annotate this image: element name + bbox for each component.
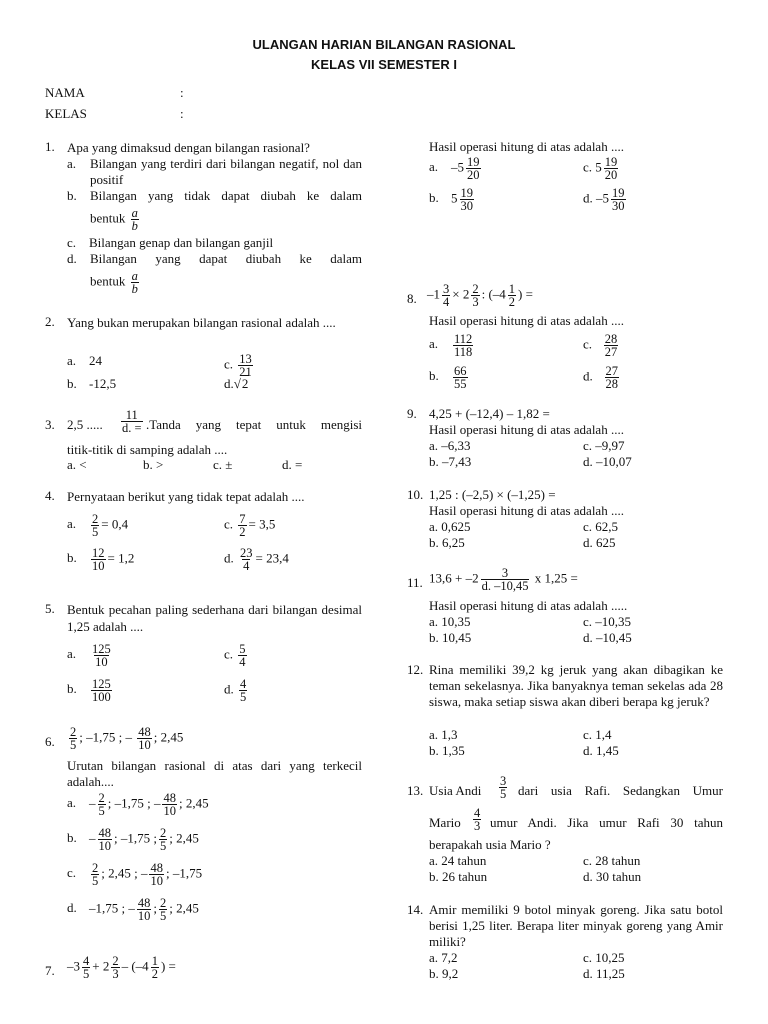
question-text: Hasil operasi hitung di atas adalah .... xyxy=(429,313,624,328)
question-6 xyxy=(45,724,365,934)
question-text-5: berapakah usia Mario ? xyxy=(429,837,551,852)
option-c: c. $\frac{2}{5}$ ; 2,45 ; – $\frac{48}{10}$ ; –1,75 xyxy=(67,861,203,888)
option-b: b. -12,5 xyxy=(67,376,117,391)
option-text: Bilangan yang dapat diubah ke dalam xyxy=(90,251,362,266)
option-d xyxy=(67,251,362,267)
question-stem: 2,5 ..... xyxy=(67,417,103,432)
question-12 xyxy=(407,662,727,762)
question-4 xyxy=(45,488,365,578)
option-b: b. – $\frac{48}{10}$ ; –1,75 ; $\frac{2}{5}$ ; 2,45 xyxy=(67,826,199,853)
option-b: b. 1,35 xyxy=(429,743,465,758)
question-number: 14. xyxy=(407,902,424,917)
question-8 xyxy=(407,282,727,392)
fraction: $\frac{a}{b}$ xyxy=(131,269,138,296)
option-d: d. $\frac{4}{5}$ xyxy=(224,677,247,704)
option-b: b. > xyxy=(143,457,164,472)
question-13 xyxy=(407,774,727,886)
option-b: b. 10,45 xyxy=(429,630,472,645)
option-d: d.√2 xyxy=(224,376,249,391)
question-expression: $\frac{2}{5}$ ; –1,75 ; – $\frac{48}{10}$ ; 2,45 xyxy=(70,725,184,752)
question-number: 3. xyxy=(45,417,55,432)
option-a: a. 10,35 xyxy=(429,614,471,629)
question-number: 1. xyxy=(45,139,55,154)
question-9 xyxy=(407,406,727,471)
question-10 xyxy=(407,487,727,552)
fraction: $\frac{a}{b}$ xyxy=(131,206,138,233)
option-d: d. = xyxy=(282,457,303,472)
question-text: Apa yang dimaksud dengan bilangan rasional? xyxy=(67,140,310,155)
name-colon: : xyxy=(180,85,184,100)
option-a: a. $\frac{125}{10}$ xyxy=(67,642,111,669)
option-letter: b. xyxy=(67,188,77,203)
option-d: d. $\frac{23}{4}$ = 23,4 xyxy=(224,546,289,573)
option-c: c. Bilangan genap dan bilangan ganjil xyxy=(67,235,274,250)
question-text-2: titik-titik di samping adalah .... xyxy=(67,442,228,457)
option-b: b. –7,43 xyxy=(429,454,472,469)
question-number: 7. xyxy=(45,963,55,978)
option-b: b. $\frac{66}{55}$ xyxy=(429,364,467,391)
question-text: Hasil operasi hitung di atas adalah ..... xyxy=(429,598,628,613)
question-11 xyxy=(407,566,727,646)
option-a: a. $\frac{112}{118}$ xyxy=(429,332,473,359)
option-text: bentuk xyxy=(90,273,126,289)
question-expression: 4,25 + (–12,4) – 1,82 = xyxy=(429,406,550,421)
option-d: d. $\frac{27}{28}$ xyxy=(583,364,618,391)
question-3 xyxy=(45,408,365,473)
option-d: d. –10,07 xyxy=(583,454,632,469)
page-title: ULANGAN HARIAN BILANGAN RASIONAL xyxy=(252,37,516,52)
option-c: c. 28 tahun xyxy=(583,853,641,868)
question-expression: 13,6 + –2 $\frac{3}{d. -10,45}$ x 1,25 = xyxy=(429,566,578,593)
question-text-1: Usia Andi xyxy=(429,783,482,798)
option-b: b. $\frac{125}{100}$ xyxy=(67,677,111,704)
question-text: Yang bukan merupakan bilangan rasional adalah .... xyxy=(67,315,336,330)
option-a: a. 7,2 xyxy=(429,950,458,965)
question-expression: –3 $\frac{4}{5}$ + 2 $\frac{2}{3}$ – (–4 $\frac{1}{2}$ ) = xyxy=(67,954,176,981)
option-c: c. $\frac{5}{4}$ xyxy=(224,642,246,669)
question-number: 5. xyxy=(45,601,55,616)
option-d: d. –1,75 ; – $\frac{48}{10}$ ; $\frac{2}{5}$ ; 2,45 xyxy=(67,896,199,923)
question-7-answers xyxy=(407,139,727,219)
option-b: b. 9,2 xyxy=(429,966,459,981)
question-1 xyxy=(45,139,365,299)
question-expression: 1,25 : (–2,5) × (–1,25) = xyxy=(429,487,556,502)
option-b: b. 6,25 xyxy=(429,535,465,550)
option-c: c. ± xyxy=(213,457,233,472)
option-b: b. 26 tahun xyxy=(429,869,488,884)
option-b xyxy=(67,188,362,204)
question-text: .Tanda yang tepat untuk mengisi xyxy=(146,417,362,432)
question-number: 4. xyxy=(45,488,55,503)
option-c: c. –10,35 xyxy=(583,614,632,629)
question-number: 12. xyxy=(407,662,424,677)
option-letter: a. xyxy=(67,156,77,171)
question-7 xyxy=(45,954,365,990)
name-label: NAMA xyxy=(45,85,85,100)
option-d: d. 1,45 xyxy=(583,743,619,758)
option-a: a. 24 tahun xyxy=(429,853,487,868)
option-b: b. $\frac{12}{10}$ = 1,2 xyxy=(67,546,135,573)
option-c: c. 10,25 xyxy=(583,950,625,965)
question-number: 2. xyxy=(45,314,55,329)
question-14 xyxy=(407,902,727,984)
question-number: 8. xyxy=(407,291,417,306)
question-text: Bentuk pecahan paling sederhana dari bilangan desimal 1,25 adalah .... xyxy=(67,602,362,634)
option-d: d. –5 $\frac{19}{30}$ xyxy=(583,186,625,213)
option-a: a. –6,33 xyxy=(429,438,471,453)
option-c: c. $\frac{7}{2}$ = 3,5 xyxy=(224,512,276,539)
question-2 xyxy=(45,314,365,394)
class-label: KELAS xyxy=(45,106,87,121)
option-letter: d. xyxy=(67,251,77,266)
option-a: a. < xyxy=(67,457,87,472)
question-number: 11. xyxy=(407,575,423,590)
option-a: a. – $\frac{2}{5}$ ; –1,75 ; – $\frac{48}{10}$ ; 2,45 xyxy=(67,791,209,818)
square-root: √2 xyxy=(233,376,249,391)
question-number: 6. xyxy=(45,734,55,749)
option-text: Bilangan yang tidak dapat diubah ke dalam xyxy=(90,188,362,203)
question-expression: –1 $\frac{3}{4}$ × 2 $\frac{2}{3}$ : (–4 $\frac{1}{2}$ ) = xyxy=(427,282,533,309)
option-a: a. –5 $\frac{19}{20}$ xyxy=(429,155,480,182)
option-c: c. 5 $\frac{19}{20}$ xyxy=(583,155,618,182)
option-c: c. 62,5 xyxy=(583,519,619,534)
option-b: b. 5 $\frac{19}{30}$ xyxy=(429,186,473,213)
option-c: c. $\frac{13}{21}$ xyxy=(224,352,252,379)
option-a: a. 0,625 xyxy=(429,519,471,534)
option-c: c. 1,4 xyxy=(583,727,612,742)
option-d: d. 625 xyxy=(583,535,616,550)
fraction: $\frac{13}{21}$ xyxy=(239,352,252,379)
question-text: Pernyataan berikut yang tidak tepat adalah .... xyxy=(67,489,305,504)
question-text: Hasil operasi hitung di atas adalah .... xyxy=(429,503,624,518)
option-d-fraction-line xyxy=(90,270,141,295)
question-text: Amir memiliki 9 botol minyak goreng. Jika satu botol berisi 1,25 liter. Berapa liter minyak goreng yang Amir miliki? xyxy=(429,902,723,949)
option-d: d. –10,45 xyxy=(583,630,632,645)
option-c: c. $\frac{28}{27}$ xyxy=(583,332,618,359)
question-5 xyxy=(45,601,365,704)
option-text: Bilangan genap dan bilangan ganjil xyxy=(89,235,274,250)
class-colon: : xyxy=(180,106,184,121)
fraction: $\frac{4}{3}$ xyxy=(474,806,481,833)
page-subtitle: KELAS VII SEMESTER I xyxy=(311,57,457,72)
question-number: 9. xyxy=(407,406,417,421)
option-b-fraction-line xyxy=(90,207,141,232)
option-d: d. 30 tahun xyxy=(583,869,642,884)
option-text: Bilangan yang terdiri dari bilangan negatif, nol dan positif xyxy=(90,156,362,187)
option-text: bentuk xyxy=(90,210,126,226)
question-number: 10. xyxy=(407,487,424,502)
question-number: 13. xyxy=(407,783,424,798)
question-text-3: Mario xyxy=(429,815,461,830)
question-text-2: dari usia Rafi. Sedangkan Umur xyxy=(518,783,723,798)
fraction: $\frac{11}{d. =}$ xyxy=(122,408,142,435)
name-field xyxy=(45,85,184,101)
question-text-4: umur Andi. Jika umur Rafi 30 tahun xyxy=(490,815,723,830)
question-text: Hasil operasi hitung di atas adalah .... xyxy=(429,139,624,154)
question-text: Urutan bilangan rasional di atas dari yang terkecil adalah.... xyxy=(67,758,362,789)
question-text: Rina memiliki 39,2 kg jeruk yang akan dibagikan ke teman sekelasnya. Jika banyaknya teman sekelas ada 28 siswa, maka setiap siswa akan diberi berapa kg jeruk? xyxy=(429,662,723,709)
option-a xyxy=(67,156,362,188)
option-d: d. 11,25 xyxy=(583,966,625,981)
class-field xyxy=(45,106,184,122)
question-text: Hasil operasi hitung di atas adalah .... xyxy=(429,422,624,437)
option-a: a. 24 xyxy=(67,353,102,368)
option-a: a. 1,3 xyxy=(429,727,458,742)
option-c: c. –9,97 xyxy=(583,438,625,453)
option-a: a. $\frac{2}{5}$ = 0,4 xyxy=(67,512,129,539)
fraction: $\frac{3}{5}$ xyxy=(500,774,507,801)
